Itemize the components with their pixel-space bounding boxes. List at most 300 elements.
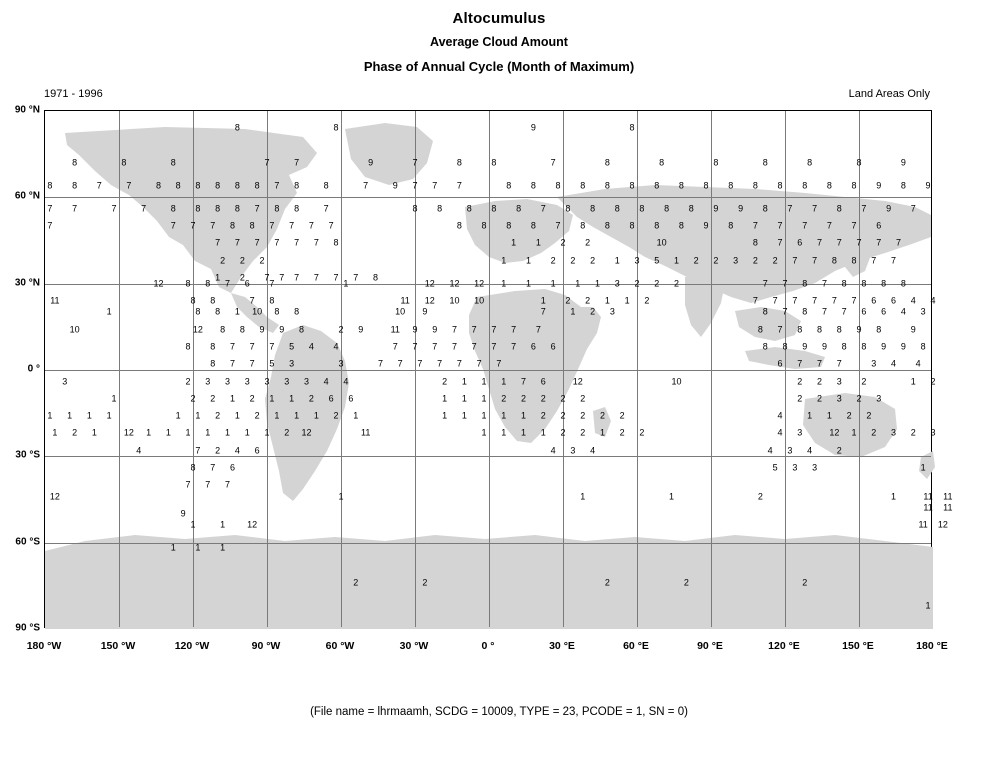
data-value: 1 bbox=[807, 410, 813, 421]
data-value: 12 bbox=[424, 278, 435, 289]
data-value: 8 bbox=[580, 180, 586, 191]
data-value: 8 bbox=[491, 157, 497, 168]
data-value: 8 bbox=[170, 157, 176, 168]
data-value: 7 bbox=[802, 220, 808, 231]
data-value: 2 bbox=[239, 255, 245, 266]
data-value: 8 bbox=[234, 180, 240, 191]
data-value: 12 bbox=[247, 519, 258, 530]
data-value: 8 bbox=[580, 220, 586, 231]
data-value: 1 bbox=[215, 272, 221, 283]
data-value: 7 bbox=[895, 237, 901, 248]
data-value: 8 bbox=[185, 278, 191, 289]
data-value: 1 bbox=[86, 410, 92, 421]
data-value: 8 bbox=[831, 255, 837, 266]
x-axis-tick-label: 30 °E bbox=[549, 640, 575, 652]
data-value: 2 bbox=[338, 324, 344, 335]
data-value: 7 bbox=[353, 272, 359, 283]
data-value: 1 bbox=[274, 410, 280, 421]
data-value: 7 bbox=[511, 324, 517, 335]
data-value: 8 bbox=[797, 324, 803, 335]
data-value: 7 bbox=[752, 220, 758, 231]
data-value: 8 bbox=[659, 157, 665, 168]
data-value: 2 bbox=[239, 272, 245, 283]
data-value: 3 bbox=[836, 376, 842, 386]
data-value: 2 bbox=[220, 255, 226, 266]
data-value: 1 bbox=[313, 410, 319, 421]
data-value: 3 bbox=[920, 306, 926, 317]
data-value: 12 bbox=[829, 427, 840, 438]
data-value: 7 bbox=[752, 295, 758, 306]
data-value: 8 bbox=[333, 122, 339, 133]
data-value: 4 bbox=[550, 445, 556, 456]
data-value: 7 bbox=[249, 341, 255, 352]
data-value: 1 bbox=[525, 255, 531, 266]
data-value: 1 bbox=[481, 393, 487, 404]
data-value: 12 bbox=[49, 491, 60, 502]
data-value: 2 bbox=[580, 427, 586, 438]
data-value: 4 bbox=[767, 445, 773, 456]
data-value: 1 bbox=[481, 427, 487, 438]
data-value: 4 bbox=[308, 341, 314, 352]
data-value: 7 bbox=[392, 341, 398, 352]
data-value: 8 bbox=[530, 180, 536, 191]
data-value: 9 bbox=[886, 203, 892, 214]
data-value: 1 bbox=[501, 376, 507, 386]
data-value: 7 bbox=[491, 341, 497, 352]
data-value: 9 bbox=[530, 122, 536, 133]
data-value: 8 bbox=[664, 203, 670, 214]
data-value: 1 bbox=[269, 393, 275, 404]
data-value: 1 bbox=[244, 427, 250, 438]
data-value: 1 bbox=[481, 376, 487, 386]
data-value: 8 bbox=[629, 180, 635, 191]
data-value: 10 bbox=[671, 376, 682, 386]
data-value: 7 bbox=[851, 220, 857, 231]
data-value: 7 bbox=[377, 358, 383, 369]
data-value: 8 bbox=[752, 237, 758, 248]
data-value: 1 bbox=[851, 427, 857, 438]
data-value: 10 bbox=[395, 306, 406, 317]
data-value: 8 bbox=[678, 220, 684, 231]
data-value: 9 bbox=[738, 203, 744, 214]
data-value: 9 bbox=[881, 341, 887, 352]
data-value: 8 bbox=[688, 203, 694, 214]
data-value: 1 bbox=[442, 410, 448, 421]
data-value: 2 bbox=[259, 255, 265, 266]
data-value: 2 bbox=[540, 410, 546, 421]
data-value: 8 bbox=[762, 157, 768, 168]
data-value: 2 bbox=[442, 376, 448, 386]
data-value: 7 bbox=[215, 237, 221, 248]
x-axis-tick-label: 150 °W bbox=[100, 640, 136, 652]
data-value: 11 bbox=[360, 427, 371, 438]
data-value: 1 bbox=[338, 491, 344, 502]
data-value: 6 bbox=[550, 341, 556, 352]
data-value: 11 bbox=[390, 324, 400, 335]
data-value: 7 bbox=[313, 272, 319, 283]
data-value: 2 bbox=[930, 376, 936, 386]
x-axis-tick-label: 60 °E bbox=[623, 640, 649, 652]
data-value: 8 bbox=[229, 220, 235, 231]
data-value: 2 bbox=[585, 295, 591, 306]
data-value: 7 bbox=[451, 324, 457, 335]
data-value: 4 bbox=[333, 341, 339, 352]
data-value: 12 bbox=[424, 295, 435, 306]
data-value: 7 bbox=[496, 358, 502, 369]
data-value: 1 bbox=[111, 393, 117, 404]
data-value: 12 bbox=[301, 427, 312, 438]
data-value: 8 bbox=[491, 203, 497, 214]
data-value: 2 bbox=[580, 393, 586, 404]
data-value: 2 bbox=[856, 393, 862, 404]
data-value: 7 bbox=[72, 203, 78, 214]
data-value: 2 bbox=[540, 393, 546, 404]
data-value: 8 bbox=[190, 295, 196, 306]
data-value: 2 bbox=[210, 393, 216, 404]
data-value: 7 bbox=[210, 220, 216, 231]
data-value: 8 bbox=[920, 341, 926, 352]
data-value: 9 bbox=[802, 341, 808, 352]
data-value: 7 bbox=[126, 180, 132, 191]
data-value: 4 bbox=[915, 358, 921, 369]
data-value: 8 bbox=[210, 358, 216, 369]
data-value: 1 bbox=[195, 542, 201, 553]
data-value: 1 bbox=[353, 410, 359, 421]
data-value: 7 bbox=[876, 237, 882, 248]
data-value: 2 bbox=[772, 255, 778, 266]
data-value: 8 bbox=[205, 278, 211, 289]
data-value: 8 bbox=[782, 341, 788, 352]
data-value: 7 bbox=[294, 237, 300, 248]
data-value: 8 bbox=[757, 324, 763, 335]
data-value: 3 bbox=[303, 376, 309, 386]
data-value: 8 bbox=[817, 324, 823, 335]
data-value: 4 bbox=[234, 445, 240, 456]
data-value: 7 bbox=[782, 278, 788, 289]
data-value: 8 bbox=[274, 306, 280, 317]
data-value: 2 bbox=[190, 393, 196, 404]
data-value: 8 bbox=[826, 180, 832, 191]
data-value: 4 bbox=[807, 445, 813, 456]
data-value-layer bbox=[45, 111, 953, 627]
data-value: 7 bbox=[323, 203, 329, 214]
data-value: 1 bbox=[106, 410, 112, 421]
data-value: 11 bbox=[923, 491, 933, 502]
data-value: 6 bbox=[797, 237, 803, 248]
data-value: 7 bbox=[451, 341, 457, 352]
data-value: 2 bbox=[215, 410, 221, 421]
data-value: 7 bbox=[269, 341, 275, 352]
data-value: 1 bbox=[501, 278, 507, 289]
data-value: 1 bbox=[91, 427, 97, 438]
data-value: 2 bbox=[619, 427, 625, 438]
data-value: 1 bbox=[190, 519, 196, 530]
data-value: 4 bbox=[900, 306, 906, 317]
data-value: 3 bbox=[787, 445, 793, 456]
data-value: 7 bbox=[412, 180, 418, 191]
data-value: 8 bbox=[841, 341, 847, 352]
data-value: 9 bbox=[856, 324, 862, 335]
data-value: 8 bbox=[604, 220, 610, 231]
data-value: 2 bbox=[590, 255, 596, 266]
data-value: 8 bbox=[190, 462, 196, 473]
data-value: 8 bbox=[294, 203, 300, 214]
data-value: 10 bbox=[252, 306, 263, 317]
data-value: 2 bbox=[560, 410, 566, 421]
data-value: 8 bbox=[456, 220, 462, 231]
data-value: 8 bbox=[72, 180, 78, 191]
data-value: 8 bbox=[481, 220, 487, 231]
x-axis-tick-label: 180 °E bbox=[916, 640, 948, 652]
y-axis-tick-label: 30 °S bbox=[15, 449, 40, 461]
data-value: 7 bbox=[254, 203, 260, 214]
data-value: 8 bbox=[802, 180, 808, 191]
data-value: 2 bbox=[836, 445, 842, 456]
data-value: 2 bbox=[422, 577, 428, 588]
data-value: 7 bbox=[225, 278, 231, 289]
data-value: 9 bbox=[432, 324, 438, 335]
data-value: 4 bbox=[323, 376, 329, 386]
data-value: 9 bbox=[876, 180, 882, 191]
data-value: 1 bbox=[604, 295, 610, 306]
y-axis-tick-label: 0 ° bbox=[27, 363, 40, 375]
data-value: 1 bbox=[501, 410, 507, 421]
data-value: 2 bbox=[308, 393, 314, 404]
data-value: 7 bbox=[234, 237, 240, 248]
data-value: 8 bbox=[210, 295, 216, 306]
data-value: 7 bbox=[792, 295, 798, 306]
data-value: 9 bbox=[279, 324, 285, 335]
x-axis-tick-label: 90 °W bbox=[251, 640, 281, 652]
data-value: 7 bbox=[511, 341, 517, 352]
data-value: 2 bbox=[560, 237, 566, 248]
data-value: 8 bbox=[506, 180, 512, 191]
data-value: 8 bbox=[861, 278, 867, 289]
data-value: 12 bbox=[192, 324, 203, 335]
data-value: 2 bbox=[817, 393, 823, 404]
data-value: 3 bbox=[570, 445, 576, 456]
x-axis-tick-label: 120 °W bbox=[174, 640, 210, 652]
data-value: 6 bbox=[254, 445, 260, 456]
data-value: 8 bbox=[412, 203, 418, 214]
data-value: 7 bbox=[777, 237, 783, 248]
data-value: 7 bbox=[210, 462, 216, 473]
data-value: 7 bbox=[308, 220, 314, 231]
data-value: 2 bbox=[846, 410, 852, 421]
data-value: 8 bbox=[195, 180, 201, 191]
page-title: Altocumulus bbox=[452, 10, 546, 27]
data-value: 1 bbox=[540, 427, 546, 438]
data-value: 8 bbox=[299, 324, 305, 335]
data-value: 7 bbox=[550, 157, 556, 168]
data-value: 7 bbox=[821, 306, 827, 317]
data-value: 11 bbox=[400, 295, 410, 306]
data-value: 7 bbox=[185, 479, 191, 490]
data-value: 1 bbox=[540, 295, 546, 306]
data-value: 7 bbox=[812, 203, 818, 214]
data-value: 3 bbox=[930, 427, 936, 438]
data-value: 7 bbox=[313, 237, 319, 248]
data-value: 7 bbox=[229, 358, 235, 369]
data-value: 1 bbox=[595, 278, 601, 289]
data-value: 8 bbox=[703, 180, 709, 191]
data-value: 3 bbox=[797, 427, 803, 438]
data-value: 8 bbox=[590, 203, 596, 214]
data-value: 1 bbox=[925, 600, 931, 611]
data-value: 8 bbox=[881, 278, 887, 289]
data-value: 7 bbox=[910, 203, 916, 214]
data-value: 11 bbox=[943, 491, 953, 502]
data-value: 7 bbox=[787, 203, 793, 214]
data-value: 1 bbox=[106, 306, 112, 317]
data-value: 8 bbox=[900, 278, 906, 289]
data-value: 8 bbox=[234, 203, 240, 214]
data-value: 7 bbox=[170, 220, 176, 231]
data-value: 1 bbox=[521, 410, 527, 421]
data-value: 1 bbox=[234, 410, 240, 421]
data-value: 3 bbox=[876, 393, 882, 404]
data-value: 3 bbox=[891, 427, 897, 438]
data-value: 8 bbox=[836, 324, 842, 335]
data-value: 7 bbox=[836, 237, 842, 248]
period-label: 1971 - 1996 bbox=[44, 88, 103, 100]
data-value: 7 bbox=[294, 157, 300, 168]
data-value: 7 bbox=[274, 237, 280, 248]
data-value: 8 bbox=[249, 220, 255, 231]
data-value: 1 bbox=[146, 427, 152, 438]
data-value: 9 bbox=[713, 203, 719, 214]
data-value: 2 bbox=[501, 393, 507, 404]
data-value: 7 bbox=[205, 479, 211, 490]
data-value: 8 bbox=[861, 341, 867, 352]
data-value: 8 bbox=[876, 324, 882, 335]
data-value: 8 bbox=[294, 306, 300, 317]
data-value: 7 bbox=[432, 180, 438, 191]
data-value: 7 bbox=[861, 203, 867, 214]
data-value: 7 bbox=[333, 272, 339, 283]
data-value: 7 bbox=[264, 157, 270, 168]
data-value: 7 bbox=[521, 376, 527, 386]
data-value: 8 bbox=[639, 203, 645, 214]
data-value: 8 bbox=[47, 180, 53, 191]
data-value: 10 bbox=[474, 295, 485, 306]
data-value: 2 bbox=[619, 410, 625, 421]
data-value: 6 bbox=[876, 220, 882, 231]
data-value: 8 bbox=[72, 157, 78, 168]
x-axis-tick-label: 150 °E bbox=[842, 640, 874, 652]
data-value: 7 bbox=[535, 324, 541, 335]
data-value: 1 bbox=[47, 410, 53, 421]
data-value: 7 bbox=[792, 255, 798, 266]
data-value: 7 bbox=[812, 255, 818, 266]
x-axis-tick-label: 60 °W bbox=[325, 640, 355, 652]
data-value: 1 bbox=[481, 410, 487, 421]
data-value: 8 bbox=[170, 203, 176, 214]
data-value: 1 bbox=[220, 519, 226, 530]
data-value: 1 bbox=[550, 278, 556, 289]
data-value: 1 bbox=[614, 255, 620, 266]
data-value: 1 bbox=[52, 427, 58, 438]
data-value: 7 bbox=[229, 341, 235, 352]
data-value: 2 bbox=[673, 278, 679, 289]
x-axis-tick-label: 30 °W bbox=[399, 640, 429, 652]
data-value: 2 bbox=[560, 393, 566, 404]
data-value: 3 bbox=[225, 376, 231, 386]
data-value: 10 bbox=[656, 237, 667, 248]
data-value: 3 bbox=[614, 278, 620, 289]
data-value: 5 bbox=[269, 358, 275, 369]
data-value: 3 bbox=[634, 255, 640, 266]
data-value: 2 bbox=[585, 237, 591, 248]
data-value: 2 bbox=[550, 255, 556, 266]
data-value: 1 bbox=[521, 427, 527, 438]
data-value: 7 bbox=[225, 479, 231, 490]
data-value: 7 bbox=[249, 295, 255, 306]
data-value: 12 bbox=[123, 427, 134, 438]
data-value: 1 bbox=[624, 295, 630, 306]
data-value: 10 bbox=[69, 324, 80, 335]
data-value: 4 bbox=[590, 445, 596, 456]
data-value: 2 bbox=[644, 295, 650, 306]
data-value: 9 bbox=[821, 341, 827, 352]
data-value: 8 bbox=[210, 341, 216, 352]
data-value: 6 bbox=[530, 341, 536, 352]
data-value: 1 bbox=[175, 410, 181, 421]
data-value: 2 bbox=[752, 255, 758, 266]
data-value: 1 bbox=[442, 393, 448, 404]
data-value: 7 bbox=[471, 341, 477, 352]
data-value: 8 bbox=[604, 180, 610, 191]
x-axis-tick-label: 90 °E bbox=[697, 640, 723, 652]
data-value: 7 bbox=[841, 306, 847, 317]
data-value: 8 bbox=[851, 255, 857, 266]
data-value: 8 bbox=[333, 237, 339, 248]
data-value: 1 bbox=[535, 237, 541, 248]
data-value: 1 bbox=[525, 278, 531, 289]
data-value: 7 bbox=[141, 203, 147, 214]
data-value: 7 bbox=[437, 358, 443, 369]
data-value: 7 bbox=[836, 358, 842, 369]
data-value: 3 bbox=[792, 462, 798, 473]
data-value: 8 bbox=[516, 203, 522, 214]
data-value: 9 bbox=[900, 341, 906, 352]
data-value: 1 bbox=[461, 410, 467, 421]
data-value: 1 bbox=[501, 255, 507, 266]
data-value: 2 bbox=[693, 255, 699, 266]
data-value: 7 bbox=[817, 237, 823, 248]
data-value: 8 bbox=[254, 180, 260, 191]
data-value: 9 bbox=[422, 306, 428, 317]
data-value: 6 bbox=[540, 376, 546, 386]
data-value: 8 bbox=[530, 220, 536, 231]
data-value: 7 bbox=[195, 445, 201, 456]
data-value: 1 bbox=[195, 410, 201, 421]
data-value: 2 bbox=[590, 306, 596, 317]
data-value: 2 bbox=[713, 255, 719, 266]
data-value: 7 bbox=[363, 180, 369, 191]
data-value: 4 bbox=[136, 445, 142, 456]
data-value: 1 bbox=[67, 410, 73, 421]
data-value: 9 bbox=[368, 157, 374, 168]
data-value: 2 bbox=[639, 427, 645, 438]
y-axis-tick-label: 60 °S bbox=[15, 536, 40, 548]
data-value: 2 bbox=[802, 577, 808, 588]
data-value: 2 bbox=[254, 410, 260, 421]
data-value: 2 bbox=[284, 427, 290, 438]
data-value: 1 bbox=[570, 306, 576, 317]
data-value: 7 bbox=[47, 220, 53, 231]
data-value: 2 bbox=[521, 393, 527, 404]
